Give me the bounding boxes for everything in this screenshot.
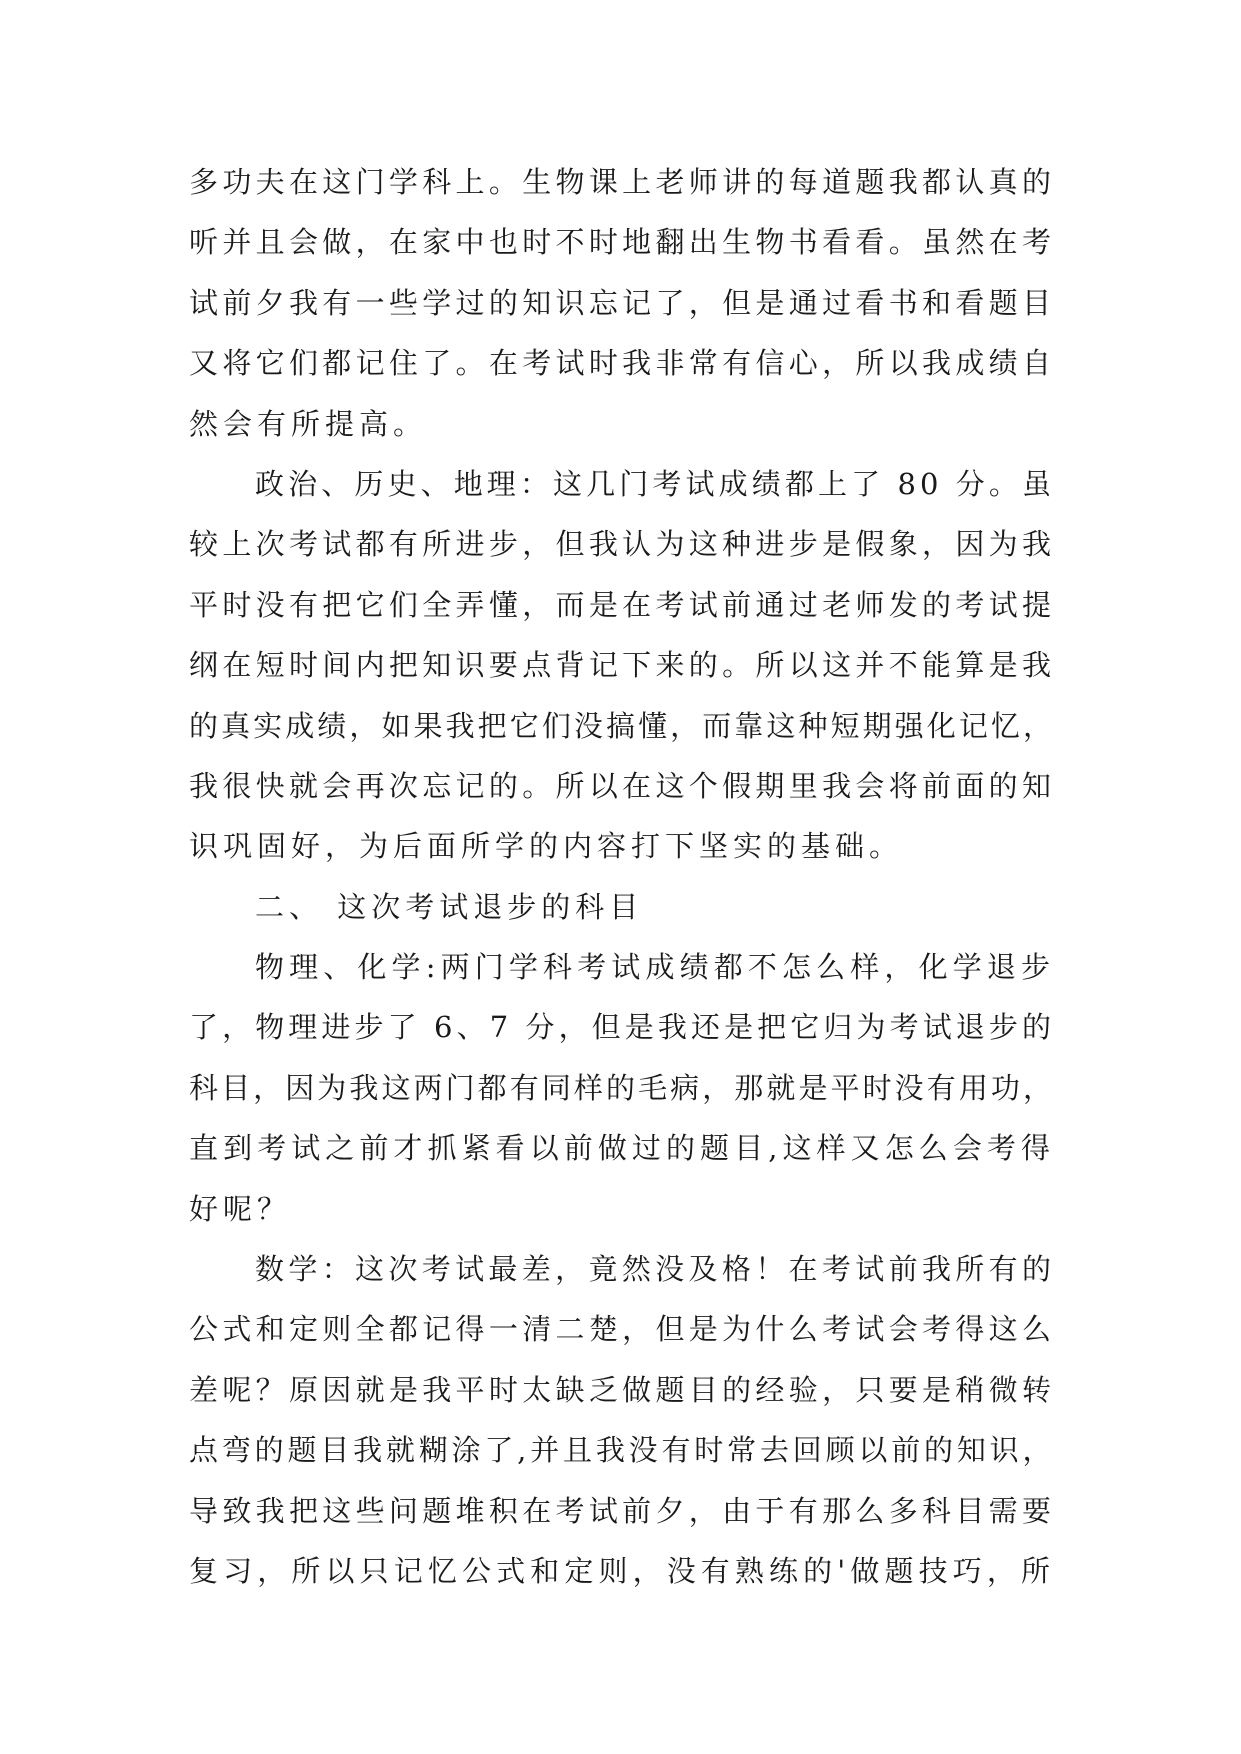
text-line: 政治、历史、地理：这几门考试成绩都上了 80 分。虽 (255, 466, 1055, 501)
text-line: 二、 这次考试退步的科目 (255, 889, 644, 924)
text-line: 纲在短时间内把知识要点背记下来的。所以这并不能算是我 (189, 648, 1055, 683)
text-line: 较上次考试都有所进步，但我认为这种进步是假象，因为我 (189, 527, 1055, 562)
text-line: 又将它们都记住了。在考试时我非常有信心，所以我成绩自 (189, 346, 1055, 381)
text-line: 识巩固好，为后面所学的内容打下坚实的基础。 (189, 829, 904, 864)
text-line: 物理、化学:两门学科考试成绩都不怎么样，化学退步 (255, 950, 1055, 985)
text-line: 好呢？ (189, 1191, 292, 1226)
text-line: 直到考试之前才抓紧看以前做过的题目,这样又怎么会考得 (189, 1131, 1055, 1166)
text-line: 数学：这次考试最差，竟然没及格！在考试前我所有的 (255, 1252, 1055, 1287)
text-line: 的真实成绩，如果我把它们没搞懂，而靠这种短期强化记忆， (189, 708, 1055, 743)
text-line: 平时没有把它们全弄懂，而是在考试前通过老师发的考试提 (189, 587, 1055, 622)
text-line: 听并且会做，在家中也时不时地翻出生物书看看。虽然在考 (189, 225, 1055, 260)
text-line: 试前夕我有一些学过的知识忘记了，但是通过看书和看题目 (189, 285, 1055, 320)
text-line: 了，物理进步了 6、7 分，但是我还是把它归为考试退步的 (189, 1010, 1055, 1045)
text-line: 点弯的题目我就糊涂了,并且我没有时常去回顾以前的知识， (189, 1433, 1055, 1468)
text-line: 差呢？原因就是我平时太缺乏做题目的经验，只要是稍微转 (189, 1372, 1055, 1407)
text-line: 我很快就会再次忘记的。所以在这个假期里我会将前面的知 (189, 768, 1055, 803)
text-line: 然会有所提高。 (189, 406, 428, 441)
text-line: 复习，所以只记忆公式和定则，没有熟练的'做题技巧，所 (189, 1553, 1055, 1588)
text-line: 导致我把这些问题堆积在考试前夕，由于有那么多科目需要 (189, 1493, 1055, 1528)
body-text (189, 152, 1055, 1601)
text-line: 科目，因为我这两门都有同样的毛病，那就是平时没有用功， (189, 1070, 1055, 1105)
text-line: 公式和定则全都记得一清二楚，但是为什么考试会考得这么 (189, 1312, 1055, 1347)
text-line: 多功夫在这门学科上。生物课上老师讲的每道题我都认真的 (189, 165, 1055, 199)
